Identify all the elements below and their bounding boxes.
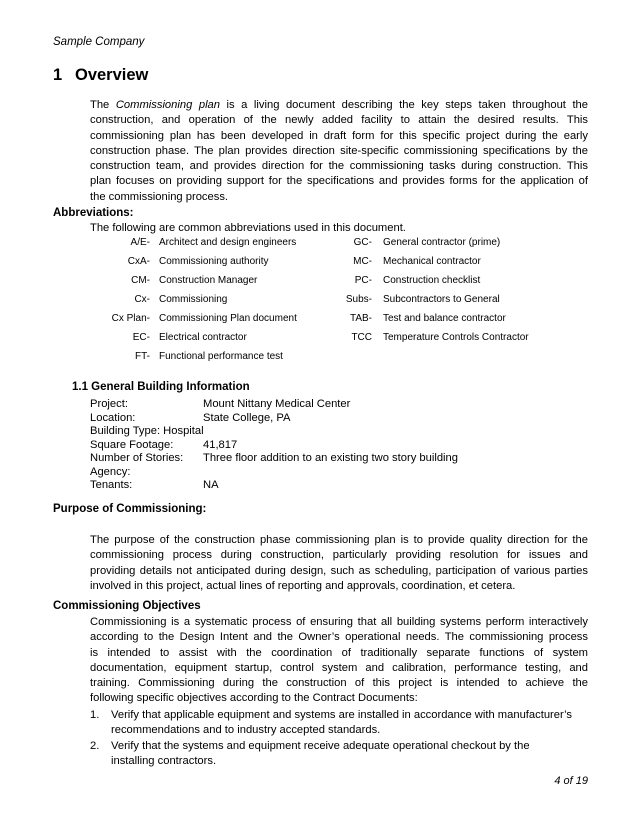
abbreviation-code: Cx Plan- <box>111 313 150 324</box>
list-item-line: recommendations and to industry accepted standards. <box>111 724 381 737</box>
paragraph-line <box>90 113 588 128</box>
paragraph-line: involved in this project, actual lines of reporting and approvals, coordination, et cetera. <box>90 579 516 592</box>
section-number: 1 <box>53 66 63 84</box>
paragraph-line: following specific objectives according to the Contract Documents: <box>90 692 418 705</box>
text-run: construction phase. The plan provides direction site-specific commissioning specifications by the <box>90 144 588 157</box>
page-header-company: Sample Company <box>53 36 145 48</box>
abbreviations-intro: The following are common abbreviations used in this document. <box>90 222 406 234</box>
paragraph-line <box>90 190 588 205</box>
building-info-value: Three floor addition to an existing two story building <box>203 452 458 464</box>
paragraph-line: training. Commissioning during the construction of this project is intended to achieve the <box>90 677 588 690</box>
paragraph-line <box>90 174 588 189</box>
paragraph-line: documentation, equipment startup, control system and calibration, performance testing, and <box>90 661 588 674</box>
building-info-label: Tenants: <box>90 479 133 491</box>
abbreviation-description: Commissioning <box>159 294 228 305</box>
list-item-line: Verify that applicable equipment and systems are installed in accordance with manufacturer’s <box>111 709 573 721</box>
text-run: construction, and operation of the newly added facility to attain the desired results. This <box>90 114 588 127</box>
building-info-value: State College, PA <box>203 411 291 424</box>
abbreviation-code: CM- <box>131 275 150 286</box>
abbreviation-code: Cx- <box>134 294 150 305</box>
abbreviations-heading: Abbreviations: <box>53 207 134 219</box>
abbreviation-code: A/E- <box>130 237 150 248</box>
paragraph-line: providing details not anticipated during design, such as scheduling, participation of various parties <box>90 564 588 577</box>
abbreviation-description: Commissioning authority <box>159 256 269 267</box>
list-item-line: Verify that the systems and equipment receive adequate operational checkout by the <box>111 740 530 752</box>
page-number: 4 <box>554 775 561 787</box>
page-footer <box>554 775 588 787</box>
objectives-paragraph <box>90 615 588 707</box>
building-info-label: Location: <box>90 411 136 424</box>
paragraph-line <box>90 98 588 113</box>
abbreviation-code: GC- <box>353 237 372 248</box>
abbreviation-code: TAB- <box>349 313 372 324</box>
list-number: 1. <box>90 709 100 721</box>
text-run: construction team, and provides direction for the commissioning tasks during construction. This <box>90 160 588 173</box>
abbreviation-code: TCC <box>351 332 372 343</box>
overview-paragraph <box>90 98 588 205</box>
text-run: The <box>90 99 116 111</box>
page-total: 19 <box>575 775 588 787</box>
abbreviation-description: Electrical contractor <box>159 332 247 343</box>
paragraph-line <box>90 144 588 159</box>
paragraph-line: commissioning process during construction, particularly providing resolution for issues and <box>90 549 588 562</box>
abbreviation-description: Construction checklist <box>383 275 481 286</box>
paragraph-line <box>90 129 588 144</box>
text-run: is a living document describing the key steps taken throughout the <box>220 99 589 111</box>
building-info-value: NA <box>203 479 219 491</box>
purpose-paragraph <box>90 533 588 594</box>
abbreviation-code: FT- <box>135 351 150 362</box>
abbreviation-description: Construction Manager <box>159 275 258 286</box>
section-title: Overview <box>75 66 149 84</box>
abbreviation-description: Functional performance test <box>159 351 283 362</box>
building-info-label: Building Type: Hospital <box>90 425 204 437</box>
list-item-text <box>111 708 588 739</box>
building-info-label: Agency: <box>90 465 131 478</box>
abbreviation-code: CxA- <box>127 256 150 267</box>
italic-term: Commissioning plan <box>115 99 220 111</box>
abbreviation-description: Temperature Controls Contractor <box>383 332 529 343</box>
page-of-label: of <box>563 775 573 787</box>
paragraph-line <box>90 159 588 174</box>
list-number: 2. <box>90 740 100 752</box>
list-item-line: installing contractors. <box>111 755 217 768</box>
building-info-value: Mount Nittany Medical Center <box>203 398 351 410</box>
paragraph-line: is intended to assist with the coordination of traditionally separate functions of system <box>90 646 588 659</box>
abbreviation-code: Subs- <box>345 294 372 305</box>
abbreviation-description: Mechanical contractor <box>383 256 481 267</box>
section-heading-overview <box>53 66 148 85</box>
text-run: commissioning plan has been developed in draft form for this specific project during the early <box>90 129 588 142</box>
abbreviation-description: Architect and design engineers <box>159 237 297 248</box>
paragraph-line: The purpose of the construction phase commissioning plan is to provide quality direction for the <box>90 534 588 546</box>
abbreviation-code: EC- <box>132 332 150 343</box>
building-info-label: Square Footage: <box>90 438 174 451</box>
list-item-text <box>111 739 588 770</box>
paragraph-line: Commissioning is a systematic process of ensuring that all building systems perform interactively <box>90 616 588 628</box>
building-info-value: 41,817 <box>203 438 238 451</box>
subsection-heading-building-info: 1.1 General Building Information <box>72 381 250 393</box>
objectives-heading: Commissioning Objectives <box>53 600 201 612</box>
building-info-label: Number of Stories: <box>90 452 184 464</box>
abbreviation-description: General contractor (prime) <box>383 237 501 248</box>
abbreviation-description: Subcontractors to General <box>383 294 500 305</box>
text-run: the commissioning process. <box>90 190 229 203</box>
purpose-heading: Purpose of Commissioning: <box>53 503 207 515</box>
paragraph-line: according to the Design Intent and the Owner’s operational needs. The commissioning process <box>90 631 588 644</box>
abbreviation-description: Test and balance contractor <box>383 313 506 324</box>
abbreviation-description: Commissioning Plan document <box>159 313 297 324</box>
abbreviation-code: PC- <box>354 275 372 286</box>
abbreviation-code: MC- <box>353 256 372 267</box>
text-run: plan focuses on providing support for the specifications and provides forms for the application of <box>90 175 588 188</box>
building-info-label: Project: <box>90 398 128 410</box>
